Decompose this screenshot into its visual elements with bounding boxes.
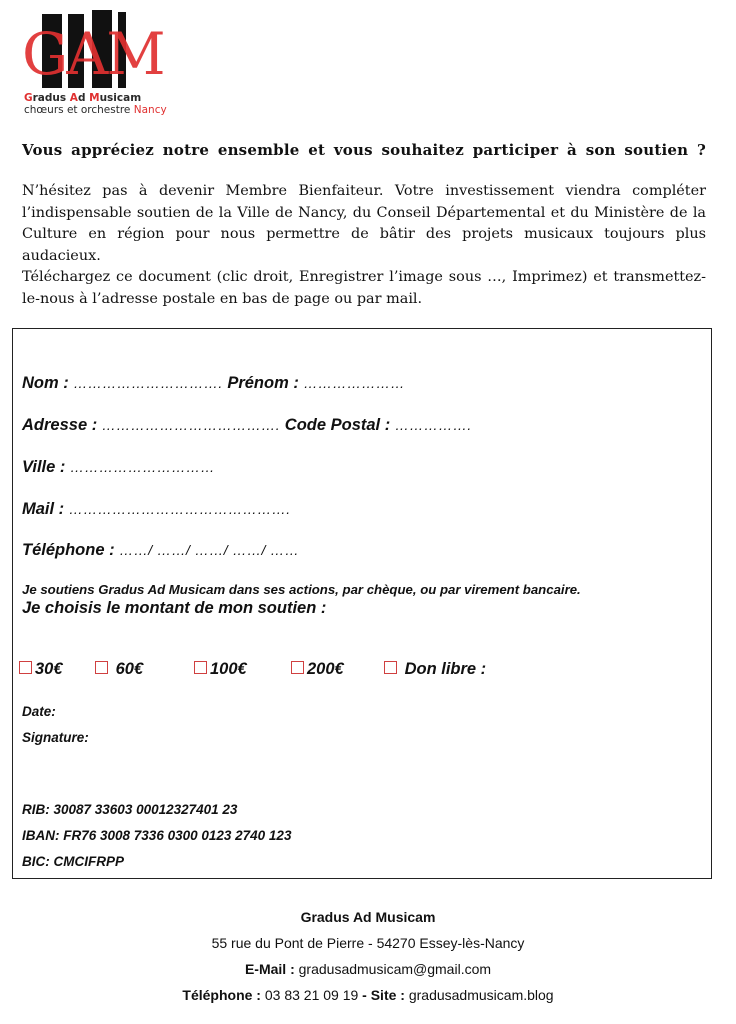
bic-text: BIC: CMCIFRPP <box>22 854 124 869</box>
phone-number: 03 83 21 09 19 <box>264 987 359 1003</box>
date-label[interactable]: Date: <box>22 704 56 719</box>
email-link[interactable]: gradusadmusicam@gmail.com <box>298 961 492 977</box>
choice-200[interactable]: 200€ <box>291 660 344 679</box>
membership-form <box>12 328 712 879</box>
ville-row[interactable]: Ville : ………………………… <box>22 458 215 476</box>
montant-line: Je choisis le montant de mon soutien : <box>22 599 327 617</box>
intro-paragraph-1: N’hésitez pas à devenir Membre Bienfaiteur. Votre investissement viendra compléter l’indispensable soutien de la Ville de Nancy, du Conseil Départemental et du Ministère de la Culture en région pour nous permettre de bâtir des projets musicaux toujours plus audacieux. <box>22 183 706 264</box>
nom-row[interactable]: Nom : …………………………. Prénom : ………………… <box>22 374 405 392</box>
telephone-row[interactable]: Téléphone : ……/ ……/ ……/ ……/ …… <box>22 541 300 559</box>
footer-email: E-Mail : gradusadmusicam@gmail.com <box>244 961 492 977</box>
intro-paragraph-2: Téléchargez ce document (clic droit, Enregistrer l’image sous …, Imprimez) et transmettez-le-nous à l’adresse postale en bas de page ou par mail. <box>22 269 706 307</box>
adresse-row[interactable]: Adresse : ………………………………. Code Postal : ……………. <box>22 416 472 434</box>
site-link[interactable]: gradusadmusicam.blog <box>408 987 554 1003</box>
iban-text: IBAN: FR76 3008 7336 0300 0123 2740 123 <box>22 828 292 843</box>
intro-question: Vous appréciez notre ensemble et vous souhaitez participer à son soutien ? <box>22 141 706 159</box>
logo-subtitle: Gradus Ad Musicam chœurs et orchestre Nancy <box>24 92 167 116</box>
checkbox-icon[interactable] <box>291 661 304 674</box>
signature-label[interactable]: Signature: <box>22 730 89 745</box>
intro-text <box>22 181 706 310</box>
footer-address: 55 rue du Pont de Pierre - 54270 Essey-lès-Nancy <box>211 935 525 951</box>
choice-don-libre[interactable]: Don libre : <box>384 660 486 679</box>
footer-contact: Téléphone : 03 83 21 09 19 - Site : gradusadmusicam.blog <box>182 987 554 1003</box>
checkbox-icon[interactable] <box>384 661 397 674</box>
checkbox-icon[interactable] <box>95 661 108 674</box>
checkbox-icon[interactable] <box>19 661 32 674</box>
checkbox-icon[interactable] <box>194 661 207 674</box>
rib-text: RIB: 30087 33603 00012327401 23 <box>22 802 238 817</box>
mail-row[interactable]: Mail : ………………………………………. <box>22 500 291 518</box>
choice-30[interactable]: 30€ <box>19 660 63 679</box>
soutien-line: Je soutiens Gradus Ad Musicam dans ses actions, par chèque, ou par virement bancaire. <box>22 582 581 597</box>
logo <box>20 8 195 118</box>
footer-name: Gradus Ad Musicam <box>300 909 436 925</box>
choice-60[interactable]: 60€ <box>95 660 143 679</box>
gam-logo-mark <box>20 8 180 90</box>
choice-100[interactable]: 100€ <box>194 660 247 679</box>
logo-mark-text: GAM <box>22 20 164 88</box>
